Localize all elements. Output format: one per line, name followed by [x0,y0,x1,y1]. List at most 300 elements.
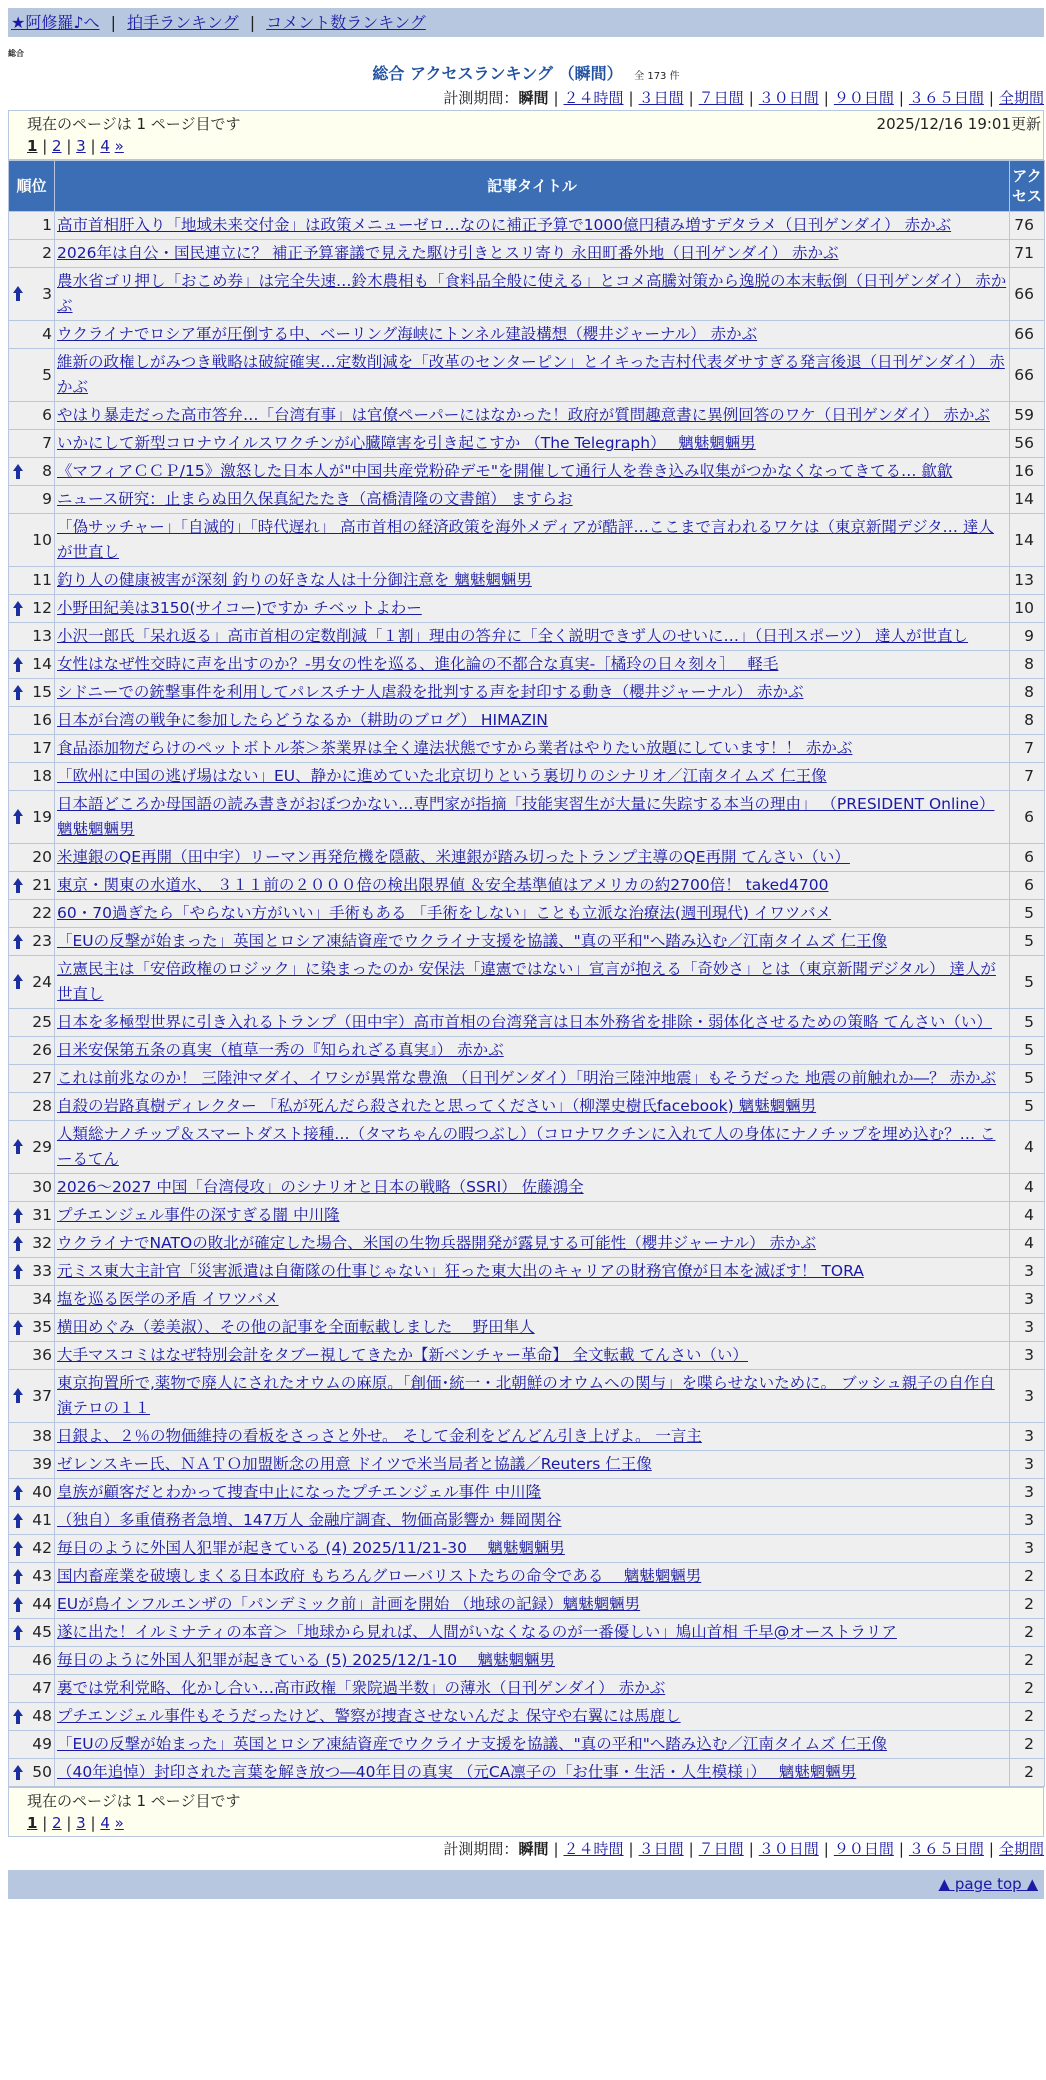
rank-number: 34 [32,1290,52,1308]
access-count: 3 [1010,1507,1045,1535]
table-row [9,900,1045,928]
article-link[interactable]: 食品添加物だらけのペットボトル茶＞茶業界は全く違法状態ですから業者はやりたい放題にしています！！ 赤かぶ [57,739,853,757]
title-cell [55,1507,1010,1535]
table-row [9,595,1045,623]
page-separator: | [85,1814,101,1832]
access-count: 13 [1010,567,1045,595]
table-row [9,763,1045,791]
article-link[interactable]: 《マフィアＣＣＰ/15》激怒した日本人が"中国共産党粉砕デモ"を開催して通行人を巻き込み収集がつかなくなってきてる… 歙歙 [57,462,953,480]
rank-up-arrow-icon [12,600,24,618]
article-link[interactable]: ウクライナでロシア軍が圧倒する中、ベーリング海峡にトンネル建設構想（櫻井ジャーナル） 赤かぶ [57,325,758,343]
table-row [9,1037,1045,1065]
title-cell [55,486,1010,514]
title-cell [55,679,1010,707]
access-count: 2 [1010,1731,1045,1759]
title-cell [55,1479,1010,1507]
period-option[interactable]: 全期間 [998,89,1044,107]
rank-number: 47 [32,1679,52,1697]
title-cell [55,956,1010,1009]
period-separator: | [688,1840,694,1858]
title-cell [55,321,1010,349]
period-current: 瞬間 [518,89,549,107]
period-option[interactable]: ９０日間 [833,1840,894,1858]
period-selector-top [8,86,1044,110]
rank-up-arrow-icon [12,463,24,481]
rank-cell [9,1065,55,1093]
page-top-link[interactable]: ▲ page top ▲ [938,1875,1038,1893]
article-link[interactable]: 日米安保第五条の真実（植草一秀の『知られざる真実』） 赤かぶ [57,1041,504,1059]
title-cell [55,1286,1010,1314]
access-count: 66 [1010,349,1045,402]
period-option[interactable]: ３６５日間 [908,89,984,107]
article-link[interactable]: 遂に出た！イルミナティの本音＞「地球から見れば、人間がいなくなるのが一番優しい」鳩山首相 千早@オーストラリア [57,1623,897,1641]
access-count: 3 [1010,1258,1045,1286]
rank-up-arrow-icon [12,877,24,895]
article-link[interactable]: シドニーでの銃撃事件を利用してパレスチナ人虐殺を批判する声を封印する動き（櫻井ジャーナル） 赤かぶ [57,683,804,701]
home-link[interactable]: ★阿修羅♪へ [11,13,100,32]
period-option[interactable]: ７日間 [698,1840,744,1858]
title-cell [55,735,1010,763]
access-count: 8 [1010,707,1045,735]
article-link[interactable]: 自殺の岩路真樹ディレクター 「私が死んだら殺されたと思ってください」（柳澤史樹氏facebook) 魑魅魍魎男 [57,1097,817,1115]
table-row [9,1121,1045,1174]
page-link[interactable]: 3 [76,137,86,155]
rank-number: 4 [42,325,52,343]
access-count: 3 [1010,1286,1045,1314]
access-count: 8 [1010,651,1045,679]
period-separator: | [553,89,559,107]
page-separator: | [37,1814,53,1832]
rank-number: 16 [32,711,52,729]
title-cell [55,458,1010,486]
period-option[interactable]: ２４時間 [563,1840,624,1858]
access-count: 4 [1010,1202,1045,1230]
table-row [9,212,1045,240]
rank-number: 46 [32,1651,52,1669]
period-separator: | [823,1840,829,1858]
period-option[interactable]: 全期間 [998,1840,1044,1858]
title-cell [55,1065,1010,1093]
table-row [9,956,1045,1009]
title-cell [55,1619,1010,1647]
title-cell [55,872,1010,900]
access-count: 3 [1010,1342,1045,1370]
table-row [9,1314,1045,1342]
page-separator: | [85,137,101,155]
article-link[interactable]: 東京・関東の水道水、 ３１１前の２０００倍の検出限界値 ＆安全基準値はアメリカの約2700倍！ taked4700 [57,876,829,894]
period-option[interactable]: ３日間 [638,89,684,107]
table-row [9,651,1045,679]
rank-number: 15 [32,683,52,701]
rank-cell [9,268,55,321]
page-separator: | [61,137,77,155]
article-link[interactable]: 日本語どころか母国語の読み書きがおぼつかない…専門家が指摘「技能実習生が大量に失踪する本当の理由」 （PRESIDENT Online） 魑魅魍魎男 [57,795,995,838]
access-count: 7 [1010,763,1045,791]
title-cell [55,707,1010,735]
rank-number: 26 [32,1041,52,1059]
table-row [9,1647,1045,1675]
period-separator: | [628,89,634,107]
rank-up-arrow-icon [12,808,24,826]
table-row [9,707,1045,735]
access-count: 14 [1010,514,1045,567]
access-count: 3 [1010,1535,1045,1563]
rank-number: 7 [42,434,52,452]
table-row [9,1619,1045,1647]
table-row [9,872,1045,900]
article-link[interactable]: 日本が台湾の戦争に参加したらどうなるか（耕助のブログ） HIMAZIN [57,711,548,729]
access-count: 4 [1010,1230,1045,1258]
rank-number: 32 [32,1234,52,1252]
access-count: 76 [1010,212,1045,240]
access-count: 5 [1010,1037,1045,1065]
rank-cell [9,1121,55,1174]
page-link[interactable]: 4 [100,137,110,155]
rank-number: 13 [32,627,52,645]
title-cell [55,402,1010,430]
title-cell [55,514,1010,567]
article-link[interactable]: 釣り人の健康被害が深刻 釣りの好きな人は十分御注意を 魑魅魍魎男 [57,571,532,589]
title-cell [55,212,1010,240]
page-current: 1 [27,137,38,155]
table-row [9,928,1045,956]
period-option[interactable]: ３６５日間 [908,1840,984,1858]
period-selector-bottom [8,1837,1044,1861]
rank-up-arrow-icon [12,933,24,951]
rank-up-arrow-icon [12,1764,24,1782]
article-link[interactable]: プチエンジェル事件の深すぎる闇 中川隆 [57,1206,340,1224]
period-separator: | [898,89,904,107]
rank-cell [9,623,55,651]
article-link[interactable]: 人類総ナノチップ＆スマートダスト接種…（タマちゃんの暇つぶし）（コロナワクチンに入れて人の身体にナノチップを埋め込む？… こーるてん [57,1125,996,1168]
article-link[interactable]: 立憲民主は「安倍政権のロジック」に染まったのか 安保法「違憲ではない」宣言が抱える「奇妙さ」とは（東京新聞デジタル） 達人が世直し [57,960,996,1003]
article-link[interactable]: 米連銀のQE再開（田中宇）リーマン再発危機を隠蔽、米連銀が踏み切ったトランプ主導のQE再開 てんさい（い） [57,848,850,866]
article-link[interactable]: 日本を多極型世界に引き入れるトランプ（田中宇）高市首相の台湾発言は日本外務省を排除・弱体化させるための策略 てんさい（い） [57,1013,992,1031]
access-count: 4 [1010,1174,1045,1202]
table-row [9,486,1045,514]
title-cell [55,1759,1010,1787]
rank-cell [9,349,55,402]
rank-number: 30 [32,1178,52,1196]
rank-up-arrow-icon [12,1235,24,1253]
table-row [9,1202,1045,1230]
article-link[interactable]: 小沢一郎氏「呆れ返る」高市首相の定数削減「１割」理由の答弁に「全く説明できず人のせいに…」（日刊スポーツ） 達人が世直し [57,627,969,645]
rank-number: 8 [42,462,52,480]
title-cell [55,268,1010,321]
clap-ranking-link[interactable]: 拍手ランキング [127,13,239,32]
access-count: 3 [1010,1423,1045,1451]
article-link[interactable]: 国内畜産業を破壊しまくる日本政府 もちろんグローバリストたちの命令である 魑魅魍魎男 [57,1567,702,1585]
rank-cell [9,430,55,458]
article-link[interactable]: 毎日のように外国人犯罪が起きている (4) 2025/11/21-30 魑魅魍魎男 [57,1539,565,1557]
nav-separator: | [249,13,256,32]
table-row [9,1591,1045,1619]
page-separator: | [61,1814,77,1832]
period-separator: | [898,1840,904,1858]
article-link[interactable]: 2026年は自公・国民連立に？ 補正予算審議で見えた駆け引きとスリ寄り 永田町番外地（日刊ゲンダイ） 赤かぶ [57,244,839,262]
page-next-link[interactable]: » [114,1814,124,1832]
period-option[interactable]: ３０日間 [758,1840,819,1858]
access-count: 66 [1010,321,1045,349]
access-count: 2 [1010,1675,1045,1703]
rank-number: 41 [32,1511,52,1529]
rank-number: 25 [32,1013,52,1031]
period-separator: | [748,1840,754,1858]
article-link[interactable]: 横田めぐみ（姜美淑）、その他の記事を全面転載しました 野田隼人 [57,1318,535,1336]
access-count: 7 [1010,735,1045,763]
rank-up-arrow-icon [12,1540,24,1558]
rank-number: 19 [32,807,52,826]
article-link[interactable]: 維新の政権しがみつき戦略は破綻確実…定数削減を「改革のセンターピン」とイキった吉村代表ダサすぎる発言後退（日刊ゲンダイ） 赤かぶ [57,353,1005,396]
access-count: 2 [1010,1703,1045,1731]
rank-up-arrow-icon [12,1484,24,1502]
rank-number: 24 [32,972,52,991]
article-link[interactable]: ニュース研究：止まらぬ田久保真紀たたき（高橋清隆の文書館） ますらお [57,490,573,508]
title-cell [55,1121,1010,1174]
footer-bar [8,1870,1044,1899]
article-link[interactable]: 小野田紀美は3150(サイコー)ですか チベットよわー [57,599,422,617]
title-cell [55,1535,1010,1563]
article-link[interactable]: これは前兆なのか！ 三陸沖マダイ、イワシが異常な豊漁 （日刊ゲンダイ）「明治三陸沖地震」もそうだった 地震の前触れか―？ 赤かぶ [57,1069,997,1087]
article-link[interactable]: 皇族が顧客だとわかって捜査中止になったプチエンジェル事件 中川隆 [57,1483,542,1501]
rank-cell [9,1423,55,1451]
article-link[interactable]: 元ミス東大主計官「災害派遣は自衛隊の仕事じゃない」狂った東大出のキャリアの財務官僚が日本を滅ぼす！ TORA [57,1262,864,1280]
period-option[interactable]: ３０日間 [758,89,819,107]
rank-number: 21 [32,876,52,894]
page-link[interactable]: 2 [52,1814,62,1832]
article-link[interactable]: （40年追悼）封印された言葉を解き放つ―40年目の真実 （元CA凛子の「お仕事・生活・人生模様」） 魑魅魍魎男 [57,1763,857,1781]
table-row [9,268,1045,321]
title-cell [55,1230,1010,1258]
table-row [9,1507,1045,1535]
period-separator: | [988,1840,994,1858]
article-link[interactable]: 「EUの反撃が始まった」英国とロシア凍結資産でウクライナ支援を協議、"真の平和"へ踏み込む／江南タイムズ 仁王像 [57,1735,888,1753]
title-cell [55,1037,1010,1065]
rank-cell [9,844,55,872]
table-row [9,1009,1045,1037]
table-row [9,1675,1045,1703]
rank-number: 10 [32,530,52,549]
rank-number: 11 [32,571,52,589]
rank-number: 18 [32,767,52,785]
rank-cell [9,1563,55,1591]
rank-number: 40 [32,1483,52,1501]
article-link[interactable]: ウクライナでNATOの敗北が確定した場合、米国の生物兵器開発が露見する可能性（櫻井ジャーナル） 赤かぶ [57,1234,817,1252]
access-count: 9 [1010,623,1045,651]
rank-cell [9,1370,55,1423]
article-link[interactable]: 女性はなぜ性交時に声を出すのか？-男女の性を巡る、進化論の不都合な真実-［橘玲の日々刻々］ 軽毛 [57,655,779,673]
page-link[interactable]: 2 [52,137,62,155]
table-row [9,240,1045,268]
rank-number: 17 [32,739,52,757]
access-count: 6 [1010,791,1045,844]
rank-number: 42 [32,1539,52,1557]
rank-cell [9,1619,55,1647]
access-count: 2 [1010,1647,1045,1675]
rank-cell [9,928,55,956]
article-link[interactable]: 60・70過ぎたら「やらない方がいい」手術もある 「手術をしない」ことも立派な治療法(週刊現代) イワツバメ [57,904,832,922]
rank-cell [9,567,55,595]
rank-cell [9,1037,55,1065]
access-count: 2 [1010,1563,1045,1591]
access-count: 4 [1010,1121,1045,1174]
title-cell [55,1731,1010,1759]
rank-cell [9,651,55,679]
period-option[interactable]: ９０日間 [833,89,894,107]
rank-number: 5 [42,365,52,384]
section-label: 総合 [8,49,24,58]
rank-number: 33 [32,1262,52,1280]
title-cell [55,1423,1010,1451]
title-cell [55,1451,1010,1479]
rank-number: 39 [32,1455,52,1473]
table-row [9,567,1045,595]
page-links [27,1812,1041,1834]
table-row [9,1286,1045,1314]
nav-separator: | [110,13,117,32]
table-row [9,1342,1045,1370]
access-count: 2 [1010,1759,1045,1787]
access-count: 71 [1010,240,1045,268]
rank-cell [9,240,55,268]
rank-up-arrow-icon [12,285,24,303]
article-link[interactable]: いかにして新型コロナウイルスワクチンが心臓障害を引き起こすか （The Telegraph） 魑魅魍魎男 [57,434,756,452]
rank-number: 6 [42,406,52,424]
title-cell [55,1675,1010,1703]
table-row [9,1563,1045,1591]
access-count: 8 [1010,679,1045,707]
comment-ranking-link[interactable]: コメント数ランキング [266,13,426,32]
article-link[interactable]: 塩を巡る医学の矛盾 イワツバメ [57,1290,279,1308]
article-link[interactable]: 裏では党利党略、化かし合い…高市政権「衆院過半数」の薄氷（日刊ゲンダイ） 赤かぶ [57,1679,666,1697]
article-link[interactable]: 「偽サッチャー」「自滅的」「時代遅れ」 高市首相の経済政策を海外メディアが酷評…ここまで言われるワケは（東京新聞デジタ… 達人が世直し [57,518,994,561]
title-cell [55,844,1010,872]
rank-cell [9,458,55,486]
access-count: 2 [1010,1591,1045,1619]
title-cell [55,1342,1010,1370]
period-label: 計測期間： [443,1840,519,1858]
ranking-title-line [8,62,1044,86]
rank-number: 23 [32,932,52,950]
rank-cell [9,1342,55,1370]
article-link[interactable]: 東京拘置所で,薬物で廃人にされたオウムの麻原。「創価･統一・北朝鮮のオウムへの関与」を喋らせないために。 ブッシュ親子の自作自演テロの１１ [57,1374,995,1417]
access-count: 5 [1010,956,1045,1009]
article-link[interactable]: 毎日のように外国人犯罪が起きている (5) 2025/12/1-10 魑魅魍魎男 [57,1651,556,1669]
article-link[interactable]: EUが鳥インフルエンザの「パンデミック前」計画を開始 （地球の記録）魑魅魍魎男 [57,1595,641,1613]
rank-number: 35 [32,1318,52,1336]
page-next-link[interactable]: » [114,137,124,155]
title-cell [55,1093,1010,1121]
rank-number: 12 [32,599,52,617]
rank-cell [9,1093,55,1121]
title-cell [55,349,1010,402]
rank-cell [9,1647,55,1675]
title-cell [55,1174,1010,1202]
period-option[interactable]: ２４時間 [563,89,624,107]
table-row [9,844,1045,872]
article-link[interactable]: 「EUの反撃が始まった」英国とロシア凍結資産でウクライナ支援を協議、"真の平和"へ踏み込む／江南タイムズ 仁王像 [57,932,888,950]
title-cell [55,1591,1010,1619]
rank-up-arrow-icon [12,1207,24,1225]
article-link[interactable]: プチエンジェル事件もそうだったけど、警察が捜査させないんだよ 保守や右翼には馬鹿し [57,1707,681,1725]
article-link[interactable]: ゼレンスキー氏、ＮＡＴＯ加盟断念の用意 ドイツで米当局者と協議／Reuters 仁王像 [57,1455,652,1473]
period-separator: | [823,89,829,107]
col-access-header: アクセス [1010,161,1045,212]
title-cell [55,430,1010,458]
table-row [9,1759,1045,1787]
rank-number: 2 [42,244,52,262]
updated-time: 2025/12/16 19:01更新 [876,115,1041,133]
period-option[interactable]: ７日間 [698,89,744,107]
rank-cell [9,1591,55,1619]
article-link[interactable]: 日銀よ、２％の物価維持の看板をさっさと外せ。 そして金利をどんどん引き上げよ。 一言主 [57,1427,702,1445]
access-count: 5 [1010,900,1045,928]
pager-bottom [8,1787,1044,1837]
article-link[interactable]: （独自）多重債務者急増、147万人 金融庁調査、物価高影響か 舞岡関谷 [57,1511,562,1529]
access-count: 6 [1010,872,1045,900]
col-title-header: 記事タイトル [55,161,1010,212]
rank-up-arrow-icon [12,1387,24,1405]
table-row [9,1731,1045,1759]
rank-cell [9,514,55,567]
table-row [9,623,1045,651]
rank-up-arrow-icon [12,1319,24,1337]
article-link[interactable]: 「欧州に中国の逃げ場はない」EU、静かに進めていた北京切りという裏切りのシナリオ／江南タイムズ 仁王像 [57,767,827,785]
rank-cell [9,735,55,763]
table-row [9,430,1045,458]
rank-cell [9,763,55,791]
title-cell [55,595,1010,623]
page-link[interactable]: 4 [100,1814,110,1832]
table-row [9,1703,1045,1731]
table-row [9,735,1045,763]
rank-number: 37 [32,1386,52,1405]
article-link[interactable]: 高市首相肝入り「地域未来交付金」は政策メニューゼロ…なのに補正予算で1000億円積み増すデタラメ（日刊ゲンダイ） 赤かぶ [57,216,952,234]
access-count: 3 [1010,1370,1045,1423]
title-cell [55,791,1010,844]
table-row [9,1065,1045,1093]
rank-number: 27 [32,1069,52,1087]
rank-up-arrow-icon [12,1708,24,1726]
rank-number: 9 [42,490,52,508]
article-link[interactable]: 2026～2027 中国「台湾侵攻」のシナリオと日本の戦略（SSRI） 佐藤鴻全 [57,1178,584,1196]
rank-cell [9,1535,55,1563]
rank-up-arrow-icon [12,656,24,674]
table-row [9,1479,1045,1507]
article-link[interactable]: 大手マスコミはなぜ特別会計をタブー視してきたか【新ベンチャー革命】 全文転載 てんさい（い） [57,1346,748,1364]
table-row [9,1174,1045,1202]
title-cell [55,1314,1010,1342]
period-option[interactable]: ３日間 [638,1840,684,1858]
access-count: 10 [1010,595,1045,623]
rank-number: 50 [32,1763,52,1781]
access-count: 5 [1010,928,1045,956]
page-title: 総合 アクセスランキング （瞬間） [372,64,623,83]
rank-up-arrow-icon [12,1624,24,1642]
access-count: 66 [1010,268,1045,321]
rank-cell [9,1507,55,1535]
title-cell [55,1563,1010,1591]
title-cell [55,763,1010,791]
page-link[interactable]: 3 [76,1814,86,1832]
article-link[interactable]: やはり暴走だった高市答弁…「台湾有事」は官僚ペーパーにはなかった！政府が質問趣意書に異例回答のワケ（日刊ゲンダイ） 赤かぶ [57,406,990,424]
rank-number: 38 [32,1427,52,1445]
page-separator: | [37,137,53,155]
article-link[interactable]: 農水省ゴリ押し「おこめ券」は完全失速…鈴木農相も「食料品全般に使える」とコメ高騰対策から逸脱の本末転倒（日刊ゲンダイ） 赤かぶ [57,272,1007,315]
table-row [9,1451,1045,1479]
rank-cell [9,1230,55,1258]
title-cell [55,1647,1010,1675]
